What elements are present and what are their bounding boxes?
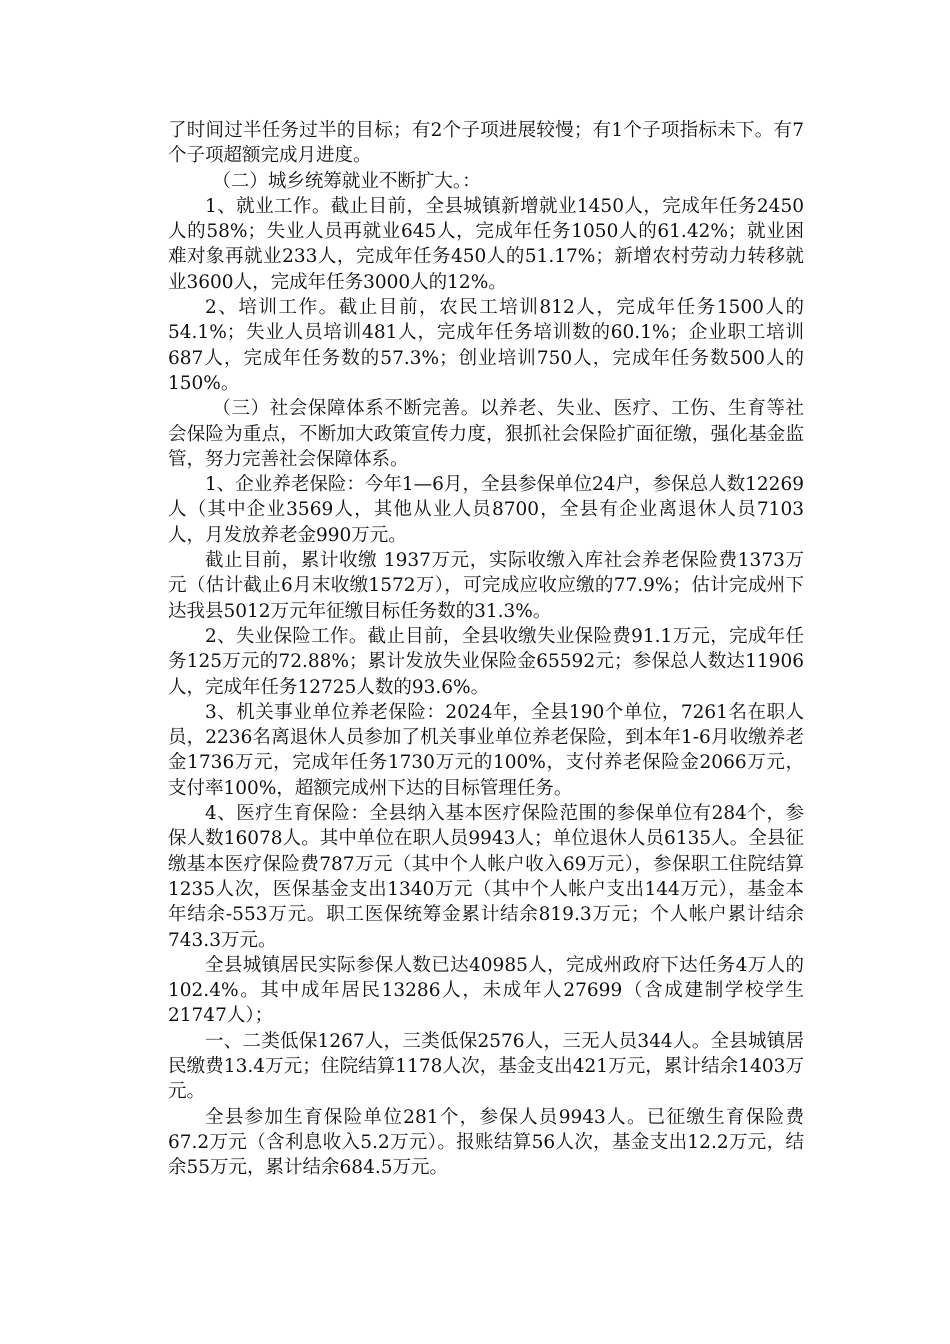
paragraph-unemployment-insurance: 2、失业保险工作。截止目前，全县收缴失业保险费91.1万元，完成年任务125万元的72.88%；累计发放失业保险金65592元；参保总人数达11906人，完成年任务12725人数的93.6%。 <box>168 625 804 698</box>
section-heading-employment: （二）城乡统筹就业不断扩大。： <box>212 170 481 192</box>
paragraph-continuation: 了时间过半任务过半的目标；有2个子项进展较慢；有1个子项指标未下。有7个子项超额完成月进度。 <box>168 120 804 167</box>
paragraph-low-income: 一、二类低保1267人，三类低保2576人，三无人员344人。全县城镇居民缴费13.4万元；住院结算1178人次，基金支出421万元，累计结余1403万元。 <box>168 1030 804 1103</box>
paragraph-maternity-insurance: 全县参加生育保险单位281个，参保人员9943人。已征缴生育保险费67.2万元（含利息收入5.2万元）。报账结算56人次，基金支出12.2万元，结余55万元，累计结余684.5万元。 <box>168 1106 804 1179</box>
paragraph-urban-residents: 全县城镇居民实际参保人数已达40985人，完成州政府下达任务4万人的102.4%。其中成年居民13286人，未成年人27699（含成建制学校学生21747人）； <box>168 954 804 1027</box>
paragraph-institution-pension: 3、机关事业单位养老保险：2024年，全县190个单位，7261名在职人员，2236名离退休人员参加了机关事业单位养老保险，到本年1-6月收缴养老金1736万元，完成年任务1730万元的100%，支付养老保险金2066万元，支付率100%，超额完成州下达的目标管理任务。 <box>168 701 804 799</box>
document-page <box>168 118 804 1180</box>
section-heading-social-security: （三）社会保障体系不断完善。以养老、失业、医疗、工伤、生育等社会保险为重点，不断加大政策宣传力度，狠抓社会保险扩面征缴，强化基金监管，努力完善社会保障体系。 <box>168 398 804 470</box>
paragraph-enterprise-pension: 1、企业养老保险：今年1—6月，全县参保单位24户，参保总人数12269人（其中企业3569人，其他从业人员8700，全县有企业离退休人员7103人，月发放养老金990万元。 <box>168 474 804 546</box>
paragraph-training-work: 2、培训工作。截止目前，农民工培训812人，完成年任务1500人的54.1%；失业人员培训481人，完成年任务培训数的60.1%；企业职工培训687人，完成年任务数的57.3%；创业培训750人，完成年任务数500人的150%。 <box>168 297 804 394</box>
paragraph-pension-collection: 截止目前，累计收缴 1937万元，实际收缴入库社会养老保险费1373万元（估计截止6月末收缴1572万），可完成应收应缴的77.9%；估计完成州下达我县5012万元年征缴目标任务数的31.3%。 <box>168 550 804 622</box>
paragraph-employment-work: 1、就业工作。截止目前，全县城镇新增就业1450人，完成年任务2450人的58%；失业人员再就业645人，完成年任务1050人的61.42%；就业困难对象再就业233人，完成年任务450人的51.17%；新增农村劳动力转移就业3600人，完成年任务3000人的12%。 <box>168 195 804 293</box>
paragraph-medical-maternity: 4、医疗生育保险：全县纳入基本医疗保险范围的参保单位有284个，参保人数16078人。其中单位在职人员9943人；单位退休人员6135人。全县征缴基本医疗保险费787万元（其中个人帐户收入69万元），参保职工住院结算1235人次，医保基金支出1340万元（其中个人帐户支出144万元），基金本年结余-553万元。职工医保统筹金累计结余819.3万元；个人帐户累计结余743.3万元。 <box>168 803 804 951</box>
